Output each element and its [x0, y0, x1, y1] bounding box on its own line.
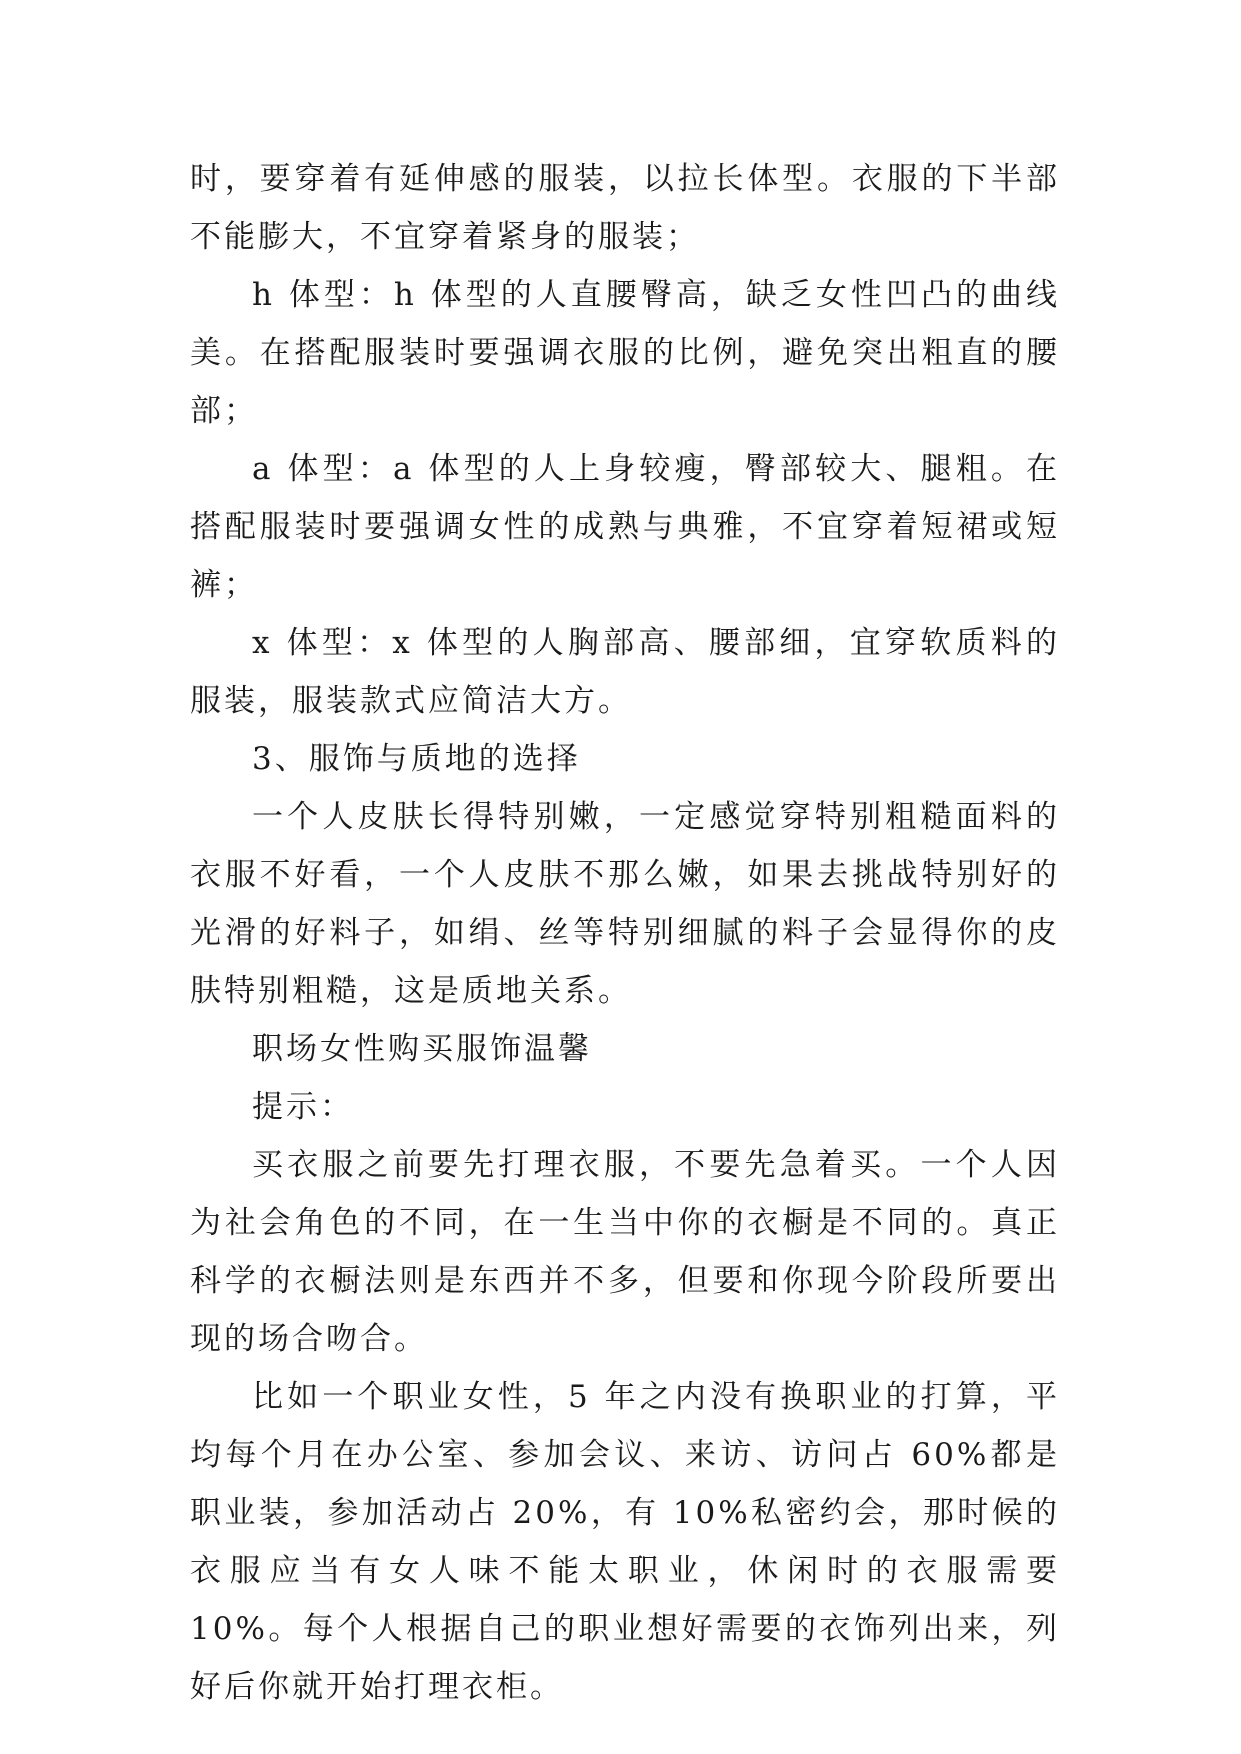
paragraph-h-body-type: h 体型：h 体型的人直腰臀高，缺乏女性凹凸的曲线美。在搭配服装时要强调衣服的比例，避免突出粗直的腰部；: [190, 277, 1060, 429]
paragraph-wardrobe-advice: 买衣服之前要先打理衣服，不要先急着买。一个人因为社会角色的不同，在一生当中你的衣橱是不同的。真正科学的衣橱法则是东西并不多，但要和你现今阶段所要出现的场合吻合。: [190, 1147, 1060, 1357]
heading-shopping-tips: 职场女性购买服饰温馨: [252, 1031, 592, 1067]
paragraph-a-body-type: a 体型：a 体型的人上身较瘦，臀部较大、腿粗。在搭配服装时要强调女性的成熟与典雅，不宜穿着短裙或短裤；: [190, 451, 1060, 603]
paragraph-body-type-continuation: 时，要穿着有延伸感的服装，以拉长体型。衣服的下半部不能膨大，不宜穿着紧身的服装；: [190, 161, 1060, 255]
section-heading-texture: 3、服饰与质地的选择: [252, 741, 581, 777]
heading-tips-label: 提示：: [252, 1089, 354, 1125]
document-body: [190, 150, 1060, 1716]
paragraph-wardrobe-example: 比如一个职业女性，5 年之内没有换职业的打算，平均每个月在办公室、参加会议、来访、访问占 60%都是职业装，参加活动占 20%，有 10%私密约会，那时候的衣服应当有女人味不能太职业，休闲时的衣服需要 10%。每个人根据自己的职业想好需要的衣饰列出来，列好后你就开始打理衣柜。: [190, 1379, 1060, 1705]
paragraph-x-body-type: x 体型：x 体型的人胸部高、腰部细，宜穿软质料的服装，服装款式应简洁大方。: [190, 625, 1060, 719]
paragraph-texture: 一个人皮肤长得特别嫩，一定感觉穿特别粗糙面料的衣服不好看，一个人皮肤不那么嫩，如果去挑战特别好的光滑的好料子，如绢、丝等特别细腻的料子会显得你的皮肤特别粗糙，这是质地关系。: [190, 799, 1060, 1009]
